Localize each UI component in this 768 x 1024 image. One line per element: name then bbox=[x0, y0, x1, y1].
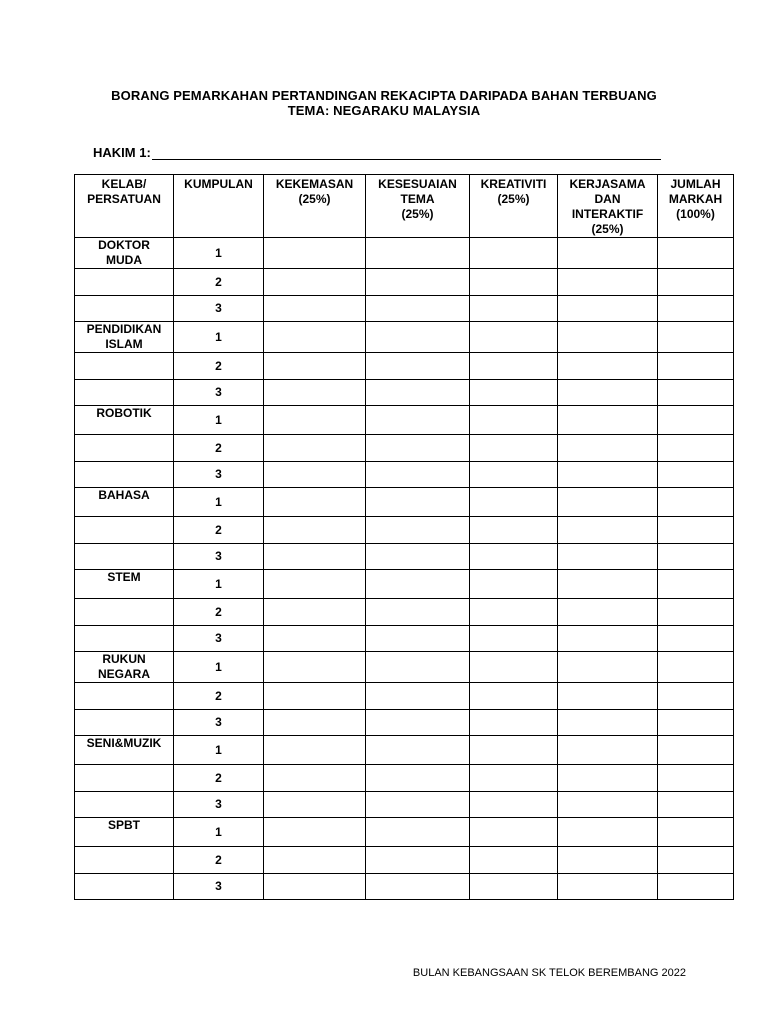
group-number: 1 bbox=[174, 736, 264, 765]
table-row bbox=[75, 570, 734, 599]
table-row bbox=[75, 873, 734, 900]
score-cell[interactable] bbox=[264, 406, 366, 435]
score-cell[interactable] bbox=[366, 406, 470, 435]
score-cell[interactable] bbox=[366, 709, 470, 736]
score-cell[interactable] bbox=[470, 652, 558, 683]
score-cell[interactable] bbox=[264, 379, 366, 406]
club-cell bbox=[75, 379, 174, 406]
club-name: STEM bbox=[107, 570, 141, 584]
score-cell[interactable] bbox=[558, 736, 658, 765]
group-number: 1 bbox=[174, 322, 264, 353]
header-row bbox=[75, 175, 734, 238]
group-number: 3 bbox=[174, 295, 264, 322]
score-cell[interactable] bbox=[264, 353, 366, 380]
judge-field bbox=[93, 145, 661, 160]
score-cell[interactable] bbox=[264, 847, 366, 874]
group-number: 3 bbox=[174, 379, 264, 406]
form-theme: TEMA: NEGARAKU MALAYSIA bbox=[287, 103, 481, 118]
table-row bbox=[75, 765, 734, 792]
table-row bbox=[75, 818, 734, 847]
table-row bbox=[75, 322, 734, 353]
header-cell: KEKEMASAN (25%) bbox=[264, 175, 366, 238]
score-cell[interactable] bbox=[470, 269, 558, 296]
score-cell[interactable] bbox=[558, 435, 658, 462]
score-cell[interactable] bbox=[366, 543, 470, 570]
table-row bbox=[75, 461, 734, 488]
score-cell[interactable] bbox=[558, 873, 658, 900]
table-row bbox=[75, 683, 734, 710]
score-cell[interactable] bbox=[264, 238, 366, 269]
score-cell[interactable] bbox=[658, 406, 734, 435]
score-cell[interactable] bbox=[264, 683, 366, 710]
score-cell[interactable] bbox=[658, 736, 734, 765]
score-cell[interactable] bbox=[366, 847, 470, 874]
header-cell: KESESUAIAN TEMA (25%) bbox=[366, 175, 470, 238]
group-number: 3 bbox=[174, 461, 264, 488]
score-cell[interactable] bbox=[470, 517, 558, 544]
score-cell[interactable] bbox=[658, 269, 734, 296]
club-cell bbox=[75, 709, 174, 736]
score-cell[interactable] bbox=[658, 379, 734, 406]
score-cell[interactable] bbox=[470, 295, 558, 322]
club-name: RUKUN NEGARA bbox=[97, 652, 150, 681]
score-cell[interactable] bbox=[558, 709, 658, 736]
table-row bbox=[75, 736, 734, 765]
club-cell bbox=[75, 652, 174, 683]
group-number: 1 bbox=[174, 238, 264, 269]
table-row bbox=[75, 543, 734, 570]
score-cell[interactable] bbox=[658, 543, 734, 570]
score-cell[interactable] bbox=[658, 652, 734, 683]
group-number: 2 bbox=[174, 353, 264, 380]
table-row bbox=[75, 353, 734, 380]
score-cell[interactable] bbox=[558, 406, 658, 435]
group-number: 1 bbox=[174, 406, 264, 435]
score-cell[interactable] bbox=[558, 847, 658, 874]
score-cell[interactable] bbox=[470, 791, 558, 818]
score-cell[interactable] bbox=[470, 379, 558, 406]
score-cell[interactable] bbox=[264, 709, 366, 736]
club-cell bbox=[75, 543, 174, 570]
club-name: DOKTOR MUDA bbox=[98, 238, 150, 267]
score-cell[interactable] bbox=[658, 683, 734, 710]
group-number: 2 bbox=[174, 599, 264, 626]
score-cell[interactable] bbox=[658, 873, 734, 900]
form-title: BORANG PEMARKAHAN PERTANDINGAN REKACIPTA DARIPADA BAHAN TERBUANG bbox=[111, 88, 657, 103]
score-cell[interactable] bbox=[470, 847, 558, 874]
club-cell bbox=[75, 873, 174, 900]
club-cell bbox=[75, 736, 174, 765]
club-cell bbox=[75, 488, 174, 517]
table-row bbox=[75, 379, 734, 406]
score-cell[interactable] bbox=[366, 269, 470, 296]
table-row bbox=[75, 625, 734, 652]
score-cell[interactable] bbox=[558, 295, 658, 322]
club-name: SPBT bbox=[107, 818, 140, 832]
score-cell[interactable] bbox=[470, 406, 558, 435]
group-number: 2 bbox=[174, 765, 264, 792]
score-cell[interactable] bbox=[366, 295, 470, 322]
score-cell[interactable] bbox=[366, 625, 470, 652]
group-number: 3 bbox=[174, 873, 264, 900]
score-cell[interactable] bbox=[366, 736, 470, 765]
score-cell[interactable] bbox=[366, 818, 470, 847]
club-cell bbox=[75, 847, 174, 874]
club-name: PENDIDIKAN ISLAM bbox=[86, 322, 162, 351]
score-cell[interactable] bbox=[264, 435, 366, 462]
score-cell[interactable] bbox=[470, 435, 558, 462]
group-number: 3 bbox=[174, 709, 264, 736]
score-cell[interactable] bbox=[558, 625, 658, 652]
score-cell[interactable] bbox=[558, 517, 658, 544]
group-number: 2 bbox=[174, 435, 264, 462]
score-cell[interactable] bbox=[264, 322, 366, 353]
club-cell bbox=[75, 517, 174, 544]
score-cell[interactable] bbox=[264, 736, 366, 765]
group-number: 2 bbox=[174, 683, 264, 710]
club-cell bbox=[75, 322, 174, 353]
score-cell[interactable] bbox=[264, 652, 366, 683]
score-cell[interactable] bbox=[264, 625, 366, 652]
score-cell[interactable] bbox=[470, 488, 558, 517]
score-cell[interactable] bbox=[658, 488, 734, 517]
group-number: 1 bbox=[174, 818, 264, 847]
table-row bbox=[75, 435, 734, 462]
score-cell[interactable] bbox=[264, 461, 366, 488]
judge-name-line[interactable] bbox=[152, 145, 661, 160]
club-cell bbox=[75, 765, 174, 792]
score-cell[interactable] bbox=[264, 873, 366, 900]
score-cell[interactable] bbox=[658, 847, 734, 874]
score-cell[interactable] bbox=[558, 570, 658, 599]
group-number: 1 bbox=[174, 570, 264, 599]
table-row bbox=[75, 599, 734, 626]
score-cell[interactable] bbox=[470, 353, 558, 380]
score-cell[interactable] bbox=[470, 765, 558, 792]
table-row bbox=[75, 709, 734, 736]
table-row bbox=[75, 238, 734, 269]
score-cell[interactable] bbox=[658, 322, 734, 353]
score-cell[interactable] bbox=[558, 791, 658, 818]
score-cell[interactable] bbox=[264, 791, 366, 818]
score-cell[interactable] bbox=[558, 818, 658, 847]
club-cell bbox=[75, 791, 174, 818]
score-cell[interactable] bbox=[558, 599, 658, 626]
score-cell[interactable] bbox=[558, 379, 658, 406]
score-cell[interactable] bbox=[366, 488, 470, 517]
score-cell[interactable] bbox=[658, 791, 734, 818]
group-number: 1 bbox=[174, 652, 264, 683]
score-cell[interactable] bbox=[558, 683, 658, 710]
score-cell[interactable] bbox=[264, 570, 366, 599]
score-cell[interactable] bbox=[366, 683, 470, 710]
table-row bbox=[75, 488, 734, 517]
club-cell bbox=[75, 599, 174, 626]
score-cell[interactable] bbox=[264, 488, 366, 517]
group-number: 1 bbox=[174, 488, 264, 517]
score-cell[interactable] bbox=[366, 435, 470, 462]
table-row bbox=[75, 847, 734, 874]
score-cell[interactable] bbox=[558, 488, 658, 517]
score-cell[interactable] bbox=[470, 599, 558, 626]
score-cell[interactable] bbox=[366, 517, 470, 544]
club-cell bbox=[75, 435, 174, 462]
score-cell[interactable] bbox=[470, 709, 558, 736]
score-cell[interactable] bbox=[470, 683, 558, 710]
score-cell[interactable] bbox=[470, 625, 558, 652]
group-number: 3 bbox=[174, 791, 264, 818]
score-cell[interactable] bbox=[658, 353, 734, 380]
score-cell[interactable] bbox=[264, 765, 366, 792]
header-cell: KREATIVITI (25%) bbox=[470, 175, 558, 238]
club-cell bbox=[75, 238, 174, 269]
score-cell[interactable] bbox=[558, 461, 658, 488]
score-cell[interactable] bbox=[470, 238, 558, 269]
score-cell[interactable] bbox=[264, 543, 366, 570]
score-cell[interactable] bbox=[658, 709, 734, 736]
score-cell[interactable] bbox=[558, 353, 658, 380]
score-cell[interactable] bbox=[470, 570, 558, 599]
score-cell[interactable] bbox=[366, 791, 470, 818]
club-cell bbox=[75, 269, 174, 296]
group-number: 3 bbox=[174, 543, 264, 570]
footer-text: BULAN KEBANGSAAN SK TELOK BEREMBANG 2022 bbox=[412, 967, 686, 979]
score-cell[interactable] bbox=[366, 353, 470, 380]
score-cell[interactable] bbox=[264, 295, 366, 322]
club-cell bbox=[75, 295, 174, 322]
table-row bbox=[75, 517, 734, 544]
score-cell[interactable] bbox=[658, 517, 734, 544]
score-cell[interactable] bbox=[366, 652, 470, 683]
header-cell: KERJASAMA DAN INTERAKTIF (25%) bbox=[558, 175, 658, 238]
group-number: 2 bbox=[174, 517, 264, 544]
scoring-table bbox=[74, 174, 734, 900]
score-cell[interactable] bbox=[658, 461, 734, 488]
score-cell[interactable] bbox=[366, 599, 470, 626]
score-cell[interactable] bbox=[470, 461, 558, 488]
score-cell[interactable] bbox=[658, 295, 734, 322]
club-cell bbox=[75, 818, 174, 847]
score-cell[interactable] bbox=[366, 461, 470, 488]
score-cell[interactable] bbox=[366, 765, 470, 792]
club-cell bbox=[75, 625, 174, 652]
score-cell[interactable] bbox=[470, 736, 558, 765]
header-cell: KELAB/ PERSATUAN bbox=[75, 175, 174, 238]
score-cell[interactable] bbox=[558, 765, 658, 792]
club-name: BAHASA bbox=[98, 488, 150, 502]
score-cell[interactable] bbox=[558, 652, 658, 683]
score-cell[interactable] bbox=[470, 873, 558, 900]
club-cell bbox=[75, 353, 174, 380]
score-cell[interactable] bbox=[658, 818, 734, 847]
score-cell[interactable] bbox=[366, 873, 470, 900]
group-number: 3 bbox=[174, 625, 264, 652]
club-cell bbox=[75, 461, 174, 488]
score-cell[interactable] bbox=[658, 570, 734, 599]
score-cell[interactable] bbox=[264, 599, 366, 626]
score-cell[interactable] bbox=[658, 599, 734, 626]
score-cell[interactable] bbox=[658, 238, 734, 269]
score-cell[interactable] bbox=[366, 379, 470, 406]
score-cell[interactable] bbox=[264, 818, 366, 847]
club-name: SENI&MUZIK bbox=[86, 736, 162, 750]
score-cell[interactable] bbox=[470, 543, 558, 570]
score-cell[interactable] bbox=[558, 269, 658, 296]
score-cell[interactable] bbox=[658, 765, 734, 792]
table-row bbox=[75, 791, 734, 818]
score-cell[interactable] bbox=[366, 238, 470, 269]
score-cell[interactable] bbox=[658, 435, 734, 462]
judge-label: HAKIM 1: bbox=[93, 145, 151, 160]
group-number: 2 bbox=[174, 847, 264, 874]
table-row bbox=[75, 406, 734, 435]
club-cell bbox=[75, 683, 174, 710]
score-cell[interactable] bbox=[366, 570, 470, 599]
table-row bbox=[75, 269, 734, 296]
table-row bbox=[75, 652, 734, 683]
score-cell[interactable] bbox=[470, 818, 558, 847]
group-number: 2 bbox=[174, 269, 264, 296]
club-cell bbox=[75, 570, 174, 599]
club-name: ROBOTIK bbox=[96, 406, 152, 420]
score-cell[interactable] bbox=[264, 269, 366, 296]
table-row bbox=[75, 295, 734, 322]
score-cell[interactable] bbox=[558, 543, 658, 570]
score-cell[interactable] bbox=[558, 238, 658, 269]
club-cell bbox=[75, 406, 174, 435]
header-cell: KUMPULAN bbox=[174, 175, 264, 238]
score-cell[interactable] bbox=[658, 625, 734, 652]
score-cell[interactable] bbox=[470, 322, 558, 353]
score-cell[interactable] bbox=[558, 322, 658, 353]
score-cell[interactable] bbox=[264, 517, 366, 544]
header-cell: JUMLAH MARKAH (100%) bbox=[658, 175, 734, 238]
score-cell[interactable] bbox=[366, 322, 470, 353]
